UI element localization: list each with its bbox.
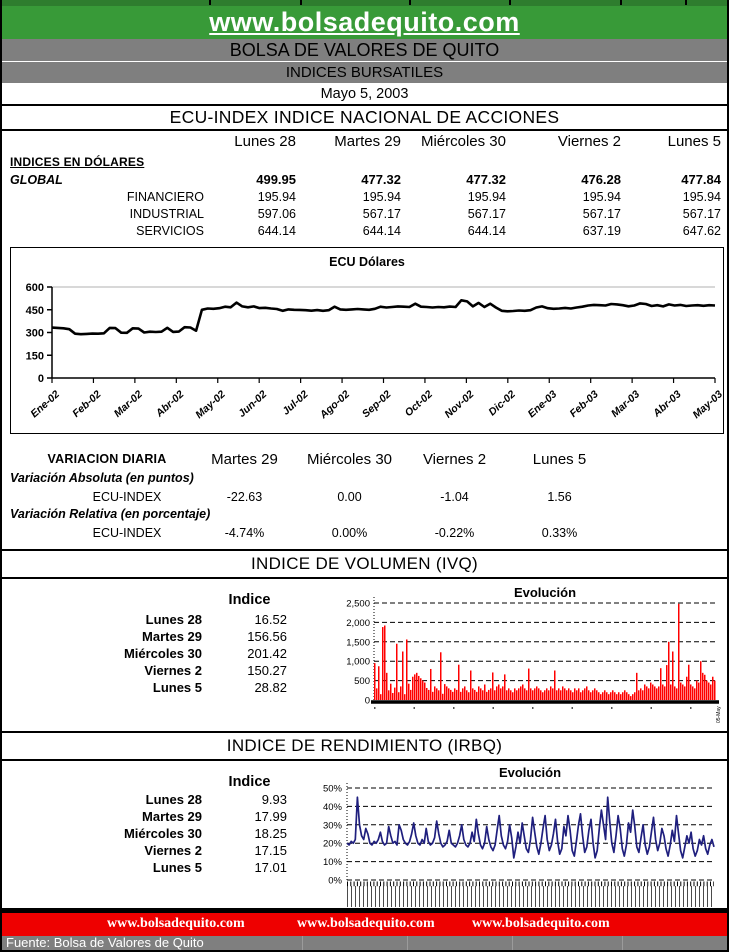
column-tick	[409, 0, 411, 5]
ecu-index-title-row	[2, 106, 727, 131]
value-cell: 156.56	[247, 629, 287, 644]
report-subtitle-bar	[2, 62, 727, 83]
irbq-title-row	[2, 733, 727, 759]
svg-text:ECU Dólares: ECU Dólares	[329, 255, 405, 269]
value-cell: 150.27	[247, 663, 287, 678]
table-row	[62, 809, 287, 824]
footer-link[interactable]: www.bolsadequito.com	[472, 916, 610, 931]
value-cell: 1.56	[547, 490, 572, 504]
table-row-industrial	[2, 206, 727, 222]
svg-text:Ene-03: Ene-03	[525, 388, 560, 421]
irbq-title: INDICE DE RENDIMIENTO (IRBQ)	[226, 736, 503, 755]
org-title: BOLSA DE VALORES DE QUITO	[229, 39, 500, 60]
svg-text:Evolución: Evolución	[498, 765, 562, 780]
col-header: Lunes 5	[532, 451, 587, 468]
svg-text:10%: 10%	[322, 857, 342, 869]
svg-text:Oct-02: Oct-02	[402, 388, 435, 420]
row-label: Martes 29	[142, 809, 202, 824]
svg-text:0: 0	[37, 373, 44, 385]
row-label: GLOBAL	[10, 173, 63, 187]
report-subtitle: INDICES BURSATILES	[285, 64, 444, 81]
value-cell: 499.95	[256, 172, 296, 187]
value-cell: 195.94	[682, 190, 721, 204]
value-cell: 567.17	[682, 207, 721, 221]
svg-text:300: 300	[25, 327, 44, 340]
svg-text:Jun-02: Jun-02	[236, 388, 270, 420]
svg-text:Abr-03: Abr-03	[650, 388, 684, 420]
row-label: Martes 29	[142, 629, 202, 644]
value-cell: 567.17	[467, 207, 506, 221]
table-row	[62, 860, 287, 875]
value-cell: 195.94	[362, 190, 401, 204]
row-label: ECU-INDEX	[92, 526, 162, 540]
row-label: FINANCIERO	[126, 190, 204, 204]
svg-text:Jul-02: Jul-02	[280, 388, 311, 418]
value-cell: 18.25	[254, 826, 287, 841]
variacion-title: VARIACION DIARIA	[47, 452, 167, 466]
svg-text:05-May: 05-May	[716, 706, 722, 723]
divider	[2, 577, 727, 579]
value-cell: 644.14	[362, 224, 401, 238]
svg-text:1,000: 1,000	[346, 656, 370, 668]
value-cell: 9.93	[261, 792, 287, 807]
ecu-dolares-chart	[10, 247, 724, 434]
divider	[622, 936, 623, 950]
svg-text:30%: 30%	[322, 820, 342, 832]
footer-link[interactable]: www.bolsadequito.com	[107, 916, 245, 931]
table-row	[62, 663, 287, 678]
divider	[512, 936, 513, 950]
value-cell: 17.15	[254, 843, 287, 858]
column-tick	[509, 0, 511, 5]
row-label: Lunes 28	[145, 612, 202, 627]
site-url-link[interactable]: www.bolsadequito.com	[209, 7, 520, 37]
ecu-dolares-chart-canvas	[11, 248, 723, 433]
value-cell: 647.62	[682, 224, 721, 238]
col-header: Viernes 2	[422, 451, 487, 468]
row-label: Lunes 28	[145, 792, 202, 807]
col-header: Lunes 28	[234, 133, 296, 150]
org-title-bar	[2, 39, 727, 61]
svg-text:600: 600	[25, 282, 44, 294]
footer-link[interactable]: www.bolsadequito.com	[297, 916, 435, 931]
divider	[2, 759, 727, 761]
value-cell: 476.28	[581, 172, 621, 187]
svg-text:Dic-02: Dic-02	[486, 388, 518, 419]
column-tick	[685, 0, 687, 5]
table-row-financiero	[2, 189, 727, 205]
svg-text:Sep-02: Sep-02	[359, 388, 394, 421]
table-row	[62, 792, 287, 807]
svg-text:Mar-02: Mar-02	[111, 388, 145, 420]
svg-text:Feb-02: Feb-02	[70, 388, 104, 420]
irbq-table-header: Indice	[228, 774, 271, 790]
variacion-abs-label: Variación Absoluta (en puntos)	[10, 471, 194, 485]
report-date: Mayo 5, 2003	[320, 86, 409, 102]
col-header: Miércoles 30	[306, 451, 393, 468]
svg-text:Mar-03: Mar-03	[608, 388, 643, 420]
svg-text:40%: 40%	[322, 801, 342, 813]
row-label: Lunes 5	[152, 860, 202, 875]
table-row	[62, 629, 287, 644]
svg-text:500: 500	[354, 676, 370, 688]
col-header: Lunes 5	[667, 133, 721, 150]
table-row	[62, 843, 287, 858]
value-cell: -0.22%	[434, 526, 475, 540]
col-header: Martes 29	[334, 133, 401, 150]
value-cell: 17.99	[254, 809, 287, 824]
svg-text:450: 450	[25, 304, 44, 317]
value-cell: -4.74%	[224, 526, 265, 540]
row-label: Viernes 2	[144, 843, 202, 858]
svg-text:2,500: 2,500	[346, 598, 370, 610]
svg-text:0: 0	[364, 695, 370, 707]
table-row	[62, 680, 287, 695]
value-cell: 195.94	[467, 190, 506, 204]
ivq-title-row	[2, 551, 727, 577]
irbq-x-axis-labels-illegible	[347, 886, 715, 907]
site-banner[interactable]	[2, 6, 727, 39]
svg-text:1,500: 1,500	[346, 637, 370, 649]
value-cell: 17.01	[254, 860, 287, 875]
table-row	[62, 826, 287, 841]
variacion-abs-row	[2, 489, 727, 505]
value-cell: 201.42	[247, 646, 287, 661]
variacion-rel-label: Variación Relativa (en porcentaje)	[10, 507, 211, 521]
svg-text:50%: 50%	[322, 783, 342, 795]
source-bar	[2, 936, 727, 950]
ivq-table-header: Indice	[228, 592, 271, 608]
col-header: Martes 29	[211, 451, 278, 468]
svg-text:Feb-03: Feb-03	[567, 388, 601, 420]
svg-text:Evolución: Evolución	[513, 585, 577, 600]
svg-text:150: 150	[25, 350, 44, 363]
column-tick	[209, 0, 211, 5]
row-label: ECU-INDEX	[92, 490, 162, 504]
divider	[302, 936, 303, 950]
table-row-global	[2, 172, 727, 188]
value-cell: 644.14	[467, 224, 506, 238]
value-cell: 0.00	[337, 490, 362, 504]
column-tick	[620, 0, 622, 5]
value-cell: 597.06	[257, 207, 296, 221]
svg-text:Abr-02: Abr-02	[153, 388, 187, 420]
col-header: Miércoles 30	[420, 133, 506, 150]
column-tick	[300, 0, 302, 5]
svg-text:2,000: 2,000	[346, 617, 370, 629]
value-cell: 567.17	[362, 207, 401, 221]
row-label: Miércoles 30	[123, 826, 202, 841]
svg-text:May-03: May-03	[690, 388, 723, 422]
svg-text:20%: 20%	[322, 838, 342, 850]
value-cell: 16.52	[254, 612, 287, 627]
svg-text:0%: 0%	[328, 875, 342, 887]
row-label: Miércoles 30	[123, 646, 202, 661]
value-cell: 0.00%	[331, 526, 368, 540]
ivq-title: INDICE DE VOLUMEN (IVQ)	[251, 554, 478, 573]
svg-text:Ene-02: Ene-02	[28, 388, 63, 421]
value-cell: 28.82	[254, 680, 287, 695]
source-text: Fuente: Bolsa de Valores de Quito	[6, 935, 204, 950]
value-cell: 567.17	[582, 207, 621, 221]
value-cell: 477.32	[466, 172, 506, 187]
svg-text:Nov-02: Nov-02	[442, 388, 477, 421]
variacion-header-row	[2, 450, 727, 469]
value-cell: -1.04	[440, 490, 469, 504]
table-row	[62, 646, 287, 661]
value-cell: 637.19	[582, 224, 621, 238]
indices-header-row	[2, 133, 727, 150]
value-cell: 195.94	[582, 190, 621, 204]
table-row	[62, 612, 287, 627]
svg-text:May-02: May-02	[193, 388, 228, 422]
row-label: INDUSTRIAL	[129, 207, 204, 221]
ivq-evolucion-chart	[342, 585, 724, 726]
value-cell: 644.14	[257, 224, 296, 238]
group-label-dollars: INDICES EN DÓLARES	[10, 155, 145, 169]
value-cell: 477.84	[681, 172, 721, 187]
footer-links-bar	[2, 913, 727, 936]
row-label: Viernes 2	[144, 663, 202, 678]
report-date-row	[2, 84, 727, 106]
variacion-rel-row	[2, 525, 727, 541]
row-label: Lunes 5	[152, 680, 202, 695]
value-cell: -22.63	[226, 490, 263, 504]
value-cell: 0.33%	[541, 526, 578, 540]
table-row-servicios	[2, 223, 727, 239]
row-label: SERVICIOS	[136, 224, 204, 238]
value-cell: 477.32	[361, 172, 401, 187]
value-cell: 195.94	[257, 190, 296, 204]
col-header: Viernes 2	[557, 133, 621, 150]
svg-text:Ago-02: Ago-02	[317, 388, 353, 422]
ecu-index-title: ECU-INDEX INDICE NACIONAL DE ACCIONES	[169, 107, 560, 127]
divider	[407, 936, 408, 950]
